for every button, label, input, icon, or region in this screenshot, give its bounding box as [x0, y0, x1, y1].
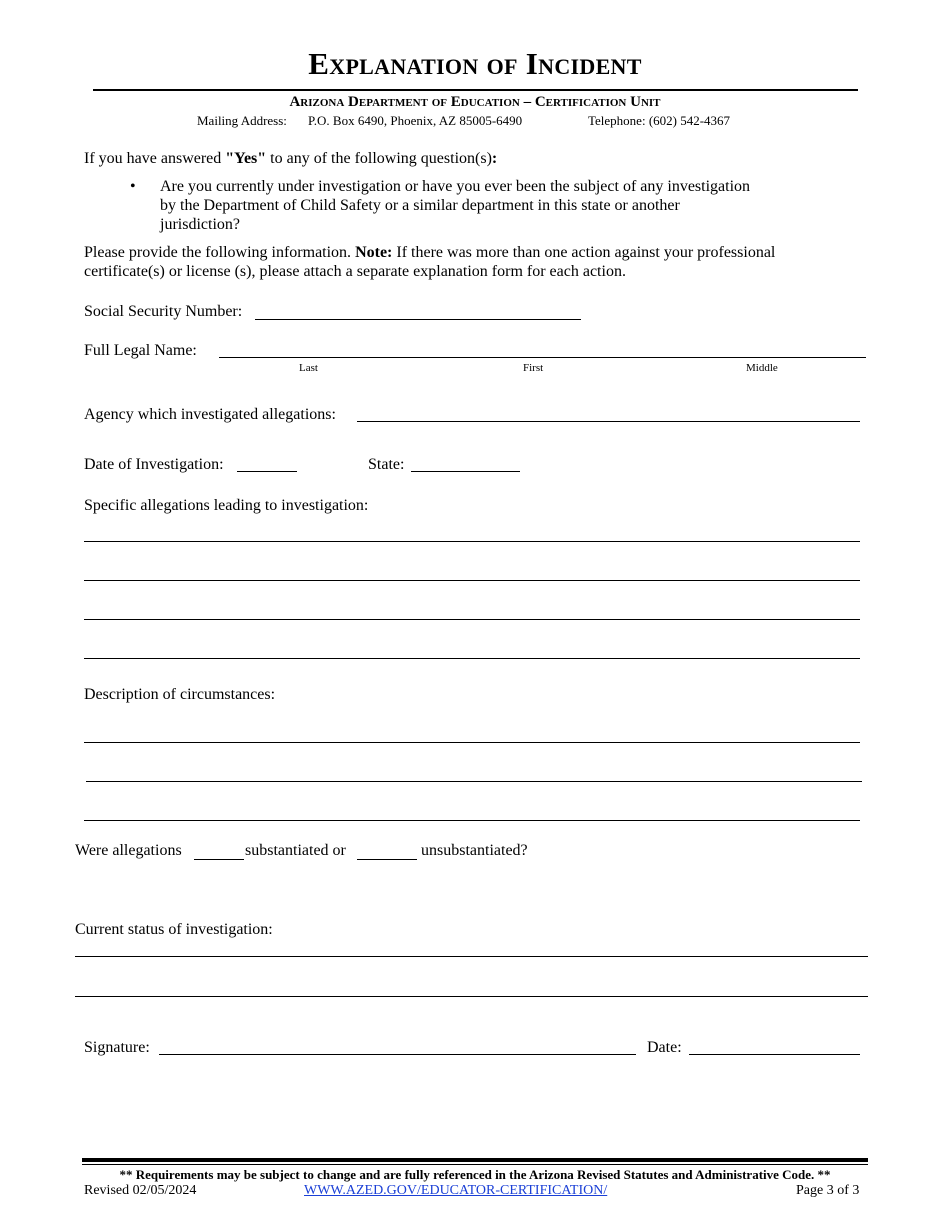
- name-first-caption: First: [523, 362, 544, 374]
- circumstances-line-3[interactable]: [84, 820, 860, 821]
- agency-field[interactable]: [357, 421, 860, 422]
- footer-divider-thin: [82, 1164, 868, 1165]
- circumstances-line-2[interactable]: [86, 781, 862, 782]
- signature-label: Signature:: [84, 1039, 150, 1056]
- circumstances-label: Description of circumstances:: [84, 686, 276, 703]
- header-divider: [93, 89, 858, 91]
- intro-suffix: to any of the following question(s): [266, 150, 492, 167]
- name-middle-caption: Middle: [746, 362, 778, 374]
- note-label: Note:: [355, 244, 393, 261]
- intro-colon: :: [491, 150, 498, 167]
- intro-yes: "Yes": [225, 150, 267, 167]
- allegations-line-1[interactable]: [84, 541, 860, 542]
- footer-divider-thick: [82, 1158, 868, 1162]
- signature-field[interactable]: [159, 1054, 636, 1055]
- allegations-line-3[interactable]: [84, 619, 860, 620]
- revised-date: Revised 02/05/2024: [84, 1183, 197, 1198]
- page-title: Explanation of Incident: [308, 46, 642, 81]
- bullet-question: Are you currently under investigation or have you ever been the subject of any investigation by the Department of Child Safety or a similar department in this state or another jurisdiction?: [160, 178, 751, 233]
- ssn-label: Social Security Number:: [84, 303, 243, 320]
- full-name-label: Full Legal Name:: [84, 342, 197, 359]
- were-allegations-label: Were allegations: [75, 842, 182, 859]
- allegations-line-4[interactable]: [84, 658, 860, 659]
- unsubstantiated-field[interactable]: [357, 859, 417, 860]
- allegations-line-2[interactable]: [84, 580, 860, 581]
- please-provide: Please provide the following information.: [84, 244, 356, 261]
- substantiated-or-label: substantiated or: [245, 842, 346, 859]
- status-line-1[interactable]: [75, 956, 868, 957]
- full-name-field[interactable]: [219, 357, 866, 358]
- note-text: If there was more than one action against your professional certificate(s) or license (s), please attach a separate explanation form for each action.: [84, 244, 776, 280]
- page-number: Page 3 of 3: [796, 1183, 860, 1198]
- agency-label: Agency which investigated allegations:: [84, 406, 336, 423]
- telephone: Telephone: (602) 542-4367: [588, 113, 731, 128]
- footer-note: ** Requirements may be subject to change and are fully referenced in the Arizona Revised Statutes and Administrative Code. **: [119, 1167, 831, 1182]
- signature-date-field[interactable]: [689, 1054, 860, 1055]
- signature-date-label: Date:: [647, 1039, 682, 1056]
- state-field[interactable]: [411, 471, 520, 472]
- bullet-icon: •: [130, 178, 136, 195]
- circumstances-line-1[interactable]: [84, 742, 860, 743]
- investigation-date-label: Date of Investigation:: [84, 456, 224, 473]
- instructions-text: [84, 243, 844, 281]
- investigation-date-field[interactable]: [237, 471, 297, 472]
- ssn-field[interactable]: [255, 319, 581, 320]
- state-label: State:: [368, 456, 405, 473]
- name-last-caption: Last: [299, 362, 318, 374]
- intro-prefix: If you have answered: [84, 150, 226, 167]
- department-name: Arizona Department of Education – Certification Unit: [289, 94, 661, 110]
- intro-text: [84, 149, 497, 168]
- status-label: Current status of investigation:: [75, 921, 273, 938]
- mailing-address-value: P.O. Box 6490, Phoenix, AZ 85005-6490: [308, 113, 523, 128]
- substantiated-field[interactable]: [194, 859, 244, 860]
- status-line-2[interactable]: [75, 996, 868, 997]
- allegations-label: Specific allegations leading to investigation:: [84, 497, 369, 514]
- unsubstantiated-label: unsubstantiated?: [421, 842, 528, 859]
- certification-link[interactable]: WWW.AZED.GOV/EDUCATOR-CERTIFICATION/: [304, 1183, 608, 1198]
- mailing-address-label: Mailing Address:: [197, 113, 287, 128]
